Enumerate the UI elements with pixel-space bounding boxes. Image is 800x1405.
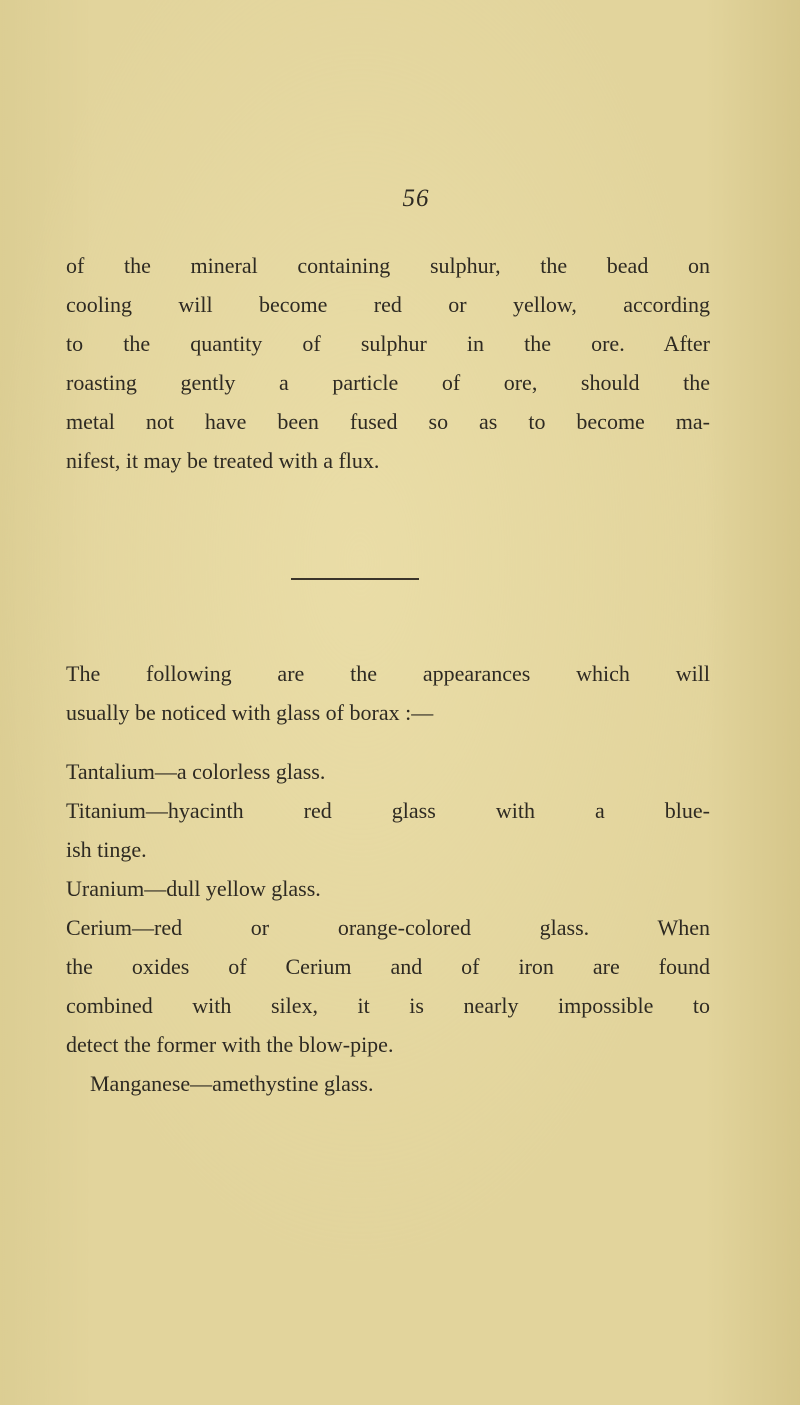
entry-cerium-continued: the oxides of Cerium and of iron are found <box>66 954 710 979</box>
entry-titanium: Titanium—hyacinth red glass with a blue- <box>66 798 710 823</box>
entry-cerium: Cerium—red or orange-colored glass. When <box>66 915 710 940</box>
entry-tantalium: Tantalium—a colorless glass. <box>66 759 326 784</box>
text-line: of the mineral containing sulphur, the bead on <box>66 253 710 278</box>
borax-glass-entries <box>66 752 710 1103</box>
paragraph-flux-treatment <box>66 246 710 480</box>
paragraph-borax-intro <box>66 654 710 732</box>
entry-uranium: Uranium—dull yellow glass. <box>66 876 321 901</box>
text-line: The following are the appearances which will <box>66 661 710 686</box>
entry-titanium-continued: ish tinge. <box>66 837 147 862</box>
entry-cerium-continued: detect the former with the blow-pipe. <box>66 1032 394 1057</box>
entry-manganese: Manganese—amethystine glass. <box>90 1071 374 1096</box>
section-divider <box>291 578 419 580</box>
text-line: to the quantity of sulphur in the ore. After <box>66 331 710 356</box>
text-line: usually be noticed with glass of borax :— <box>66 700 434 725</box>
text-line: roasting gently a particle of ore, should the <box>66 370 710 395</box>
entry-cerium-continued: combined with silex, it is nearly impossible to <box>66 993 710 1018</box>
text-line: cooling will become red or yellow, according <box>66 292 710 317</box>
text-line: metal not have been fused so as to become ma- <box>66 409 710 434</box>
page-number: 56 <box>402 185 430 212</box>
text-line: nifest, it may be treated with a flux. <box>66 448 380 473</box>
